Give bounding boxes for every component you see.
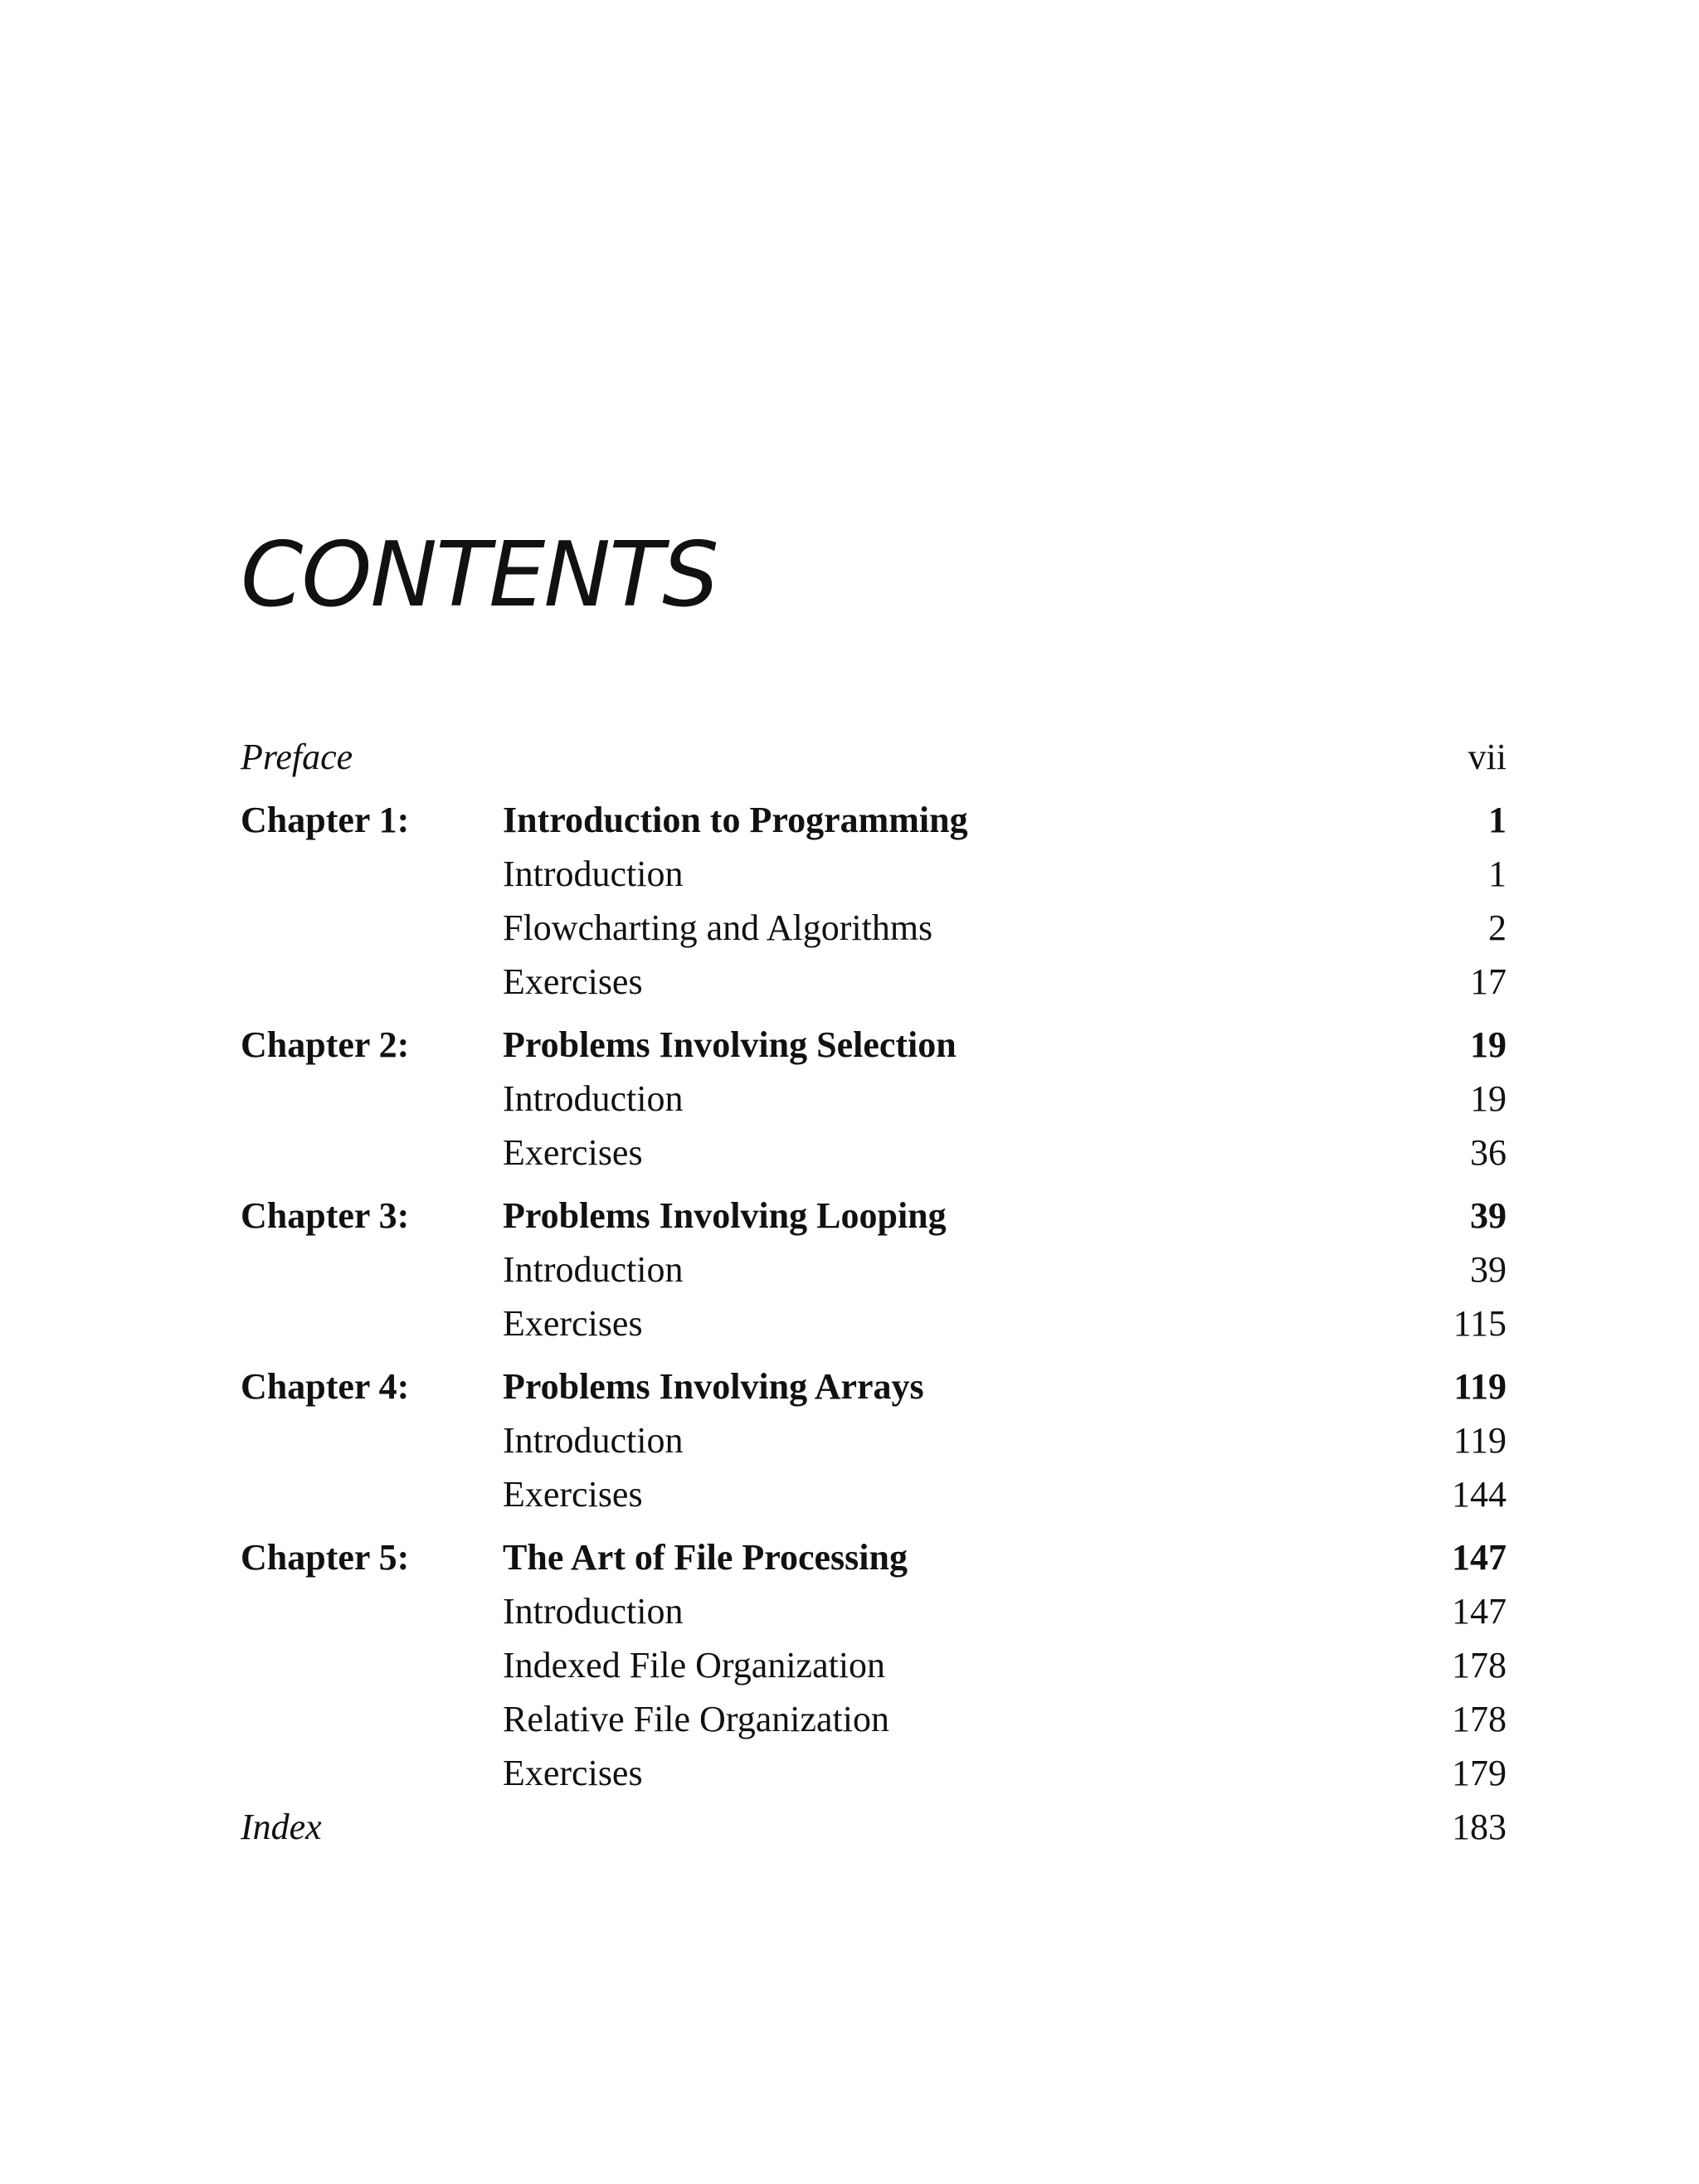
toc-section[interactable] [241, 901, 1507, 955]
toc-page-number: 119 [1453, 1420, 1507, 1461]
toc-section[interactable] [241, 1413, 1507, 1467]
section-title: Exercises [503, 1474, 643, 1515]
toc-section[interactable] [241, 1126, 1507, 1180]
chapter-label: Chapter 2: [241, 1024, 410, 1065]
toc-page-number: 19 [1470, 1024, 1507, 1065]
toc-page-number: 36 [1470, 1132, 1507, 1173]
section-title: Introduction [503, 1078, 684, 1119]
toc-page-number: 39 [1470, 1195, 1507, 1236]
chapter-title: Problems Involving Arrays [503, 1366, 924, 1407]
toc-section[interactable] [241, 1692, 1507, 1746]
toc-section[interactable] [241, 847, 1507, 901]
toc-section[interactable] [241, 1243, 1507, 1296]
chapter-label: Chapter 3: [241, 1195, 410, 1236]
toc-page-number: vii [1468, 737, 1507, 777]
chapter-title: Introduction to Programming [503, 800, 968, 840]
toc-section[interactable] [241, 1072, 1507, 1126]
toc-section[interactable] [241, 1584, 1507, 1638]
toc-section[interactable] [241, 1746, 1507, 1800]
toc-page-number: 119 [1453, 1366, 1507, 1407]
section-title: Introduction [503, 1420, 684, 1461]
section-title: Introduction [503, 1249, 684, 1290]
toc-page-number: 2 [1488, 907, 1507, 948]
section-title: Introduction [503, 854, 684, 894]
section-title: Introduction [503, 1591, 684, 1632]
toc-section[interactable] [241, 1638, 1507, 1692]
chapter-label: Chapter 4: [241, 1366, 410, 1407]
toc-page-number: 19 [1470, 1078, 1507, 1119]
toc-chapter-5[interactable] [241, 1530, 1507, 1584]
table-of-contents [241, 730, 1507, 1854]
toc-chapter-3[interactable] [241, 1189, 1507, 1243]
toc-section[interactable] [241, 1467, 1507, 1521]
toc-page-number: 183 [1452, 1807, 1507, 1847]
toc-page-number: 115 [1453, 1303, 1507, 1344]
chapter-title: Problems Involving Selection [503, 1024, 957, 1065]
toc-page-number: 1 [1488, 854, 1507, 894]
section-title: Indexed File Organization [503, 1645, 886, 1685]
toc-section[interactable] [241, 955, 1507, 1009]
section-title: Exercises [503, 1303, 643, 1344]
toc-entry-label: Index [241, 1807, 322, 1847]
toc-entry-index[interactable] [241, 1800, 1507, 1854]
chapter-label: Chapter 5: [241, 1537, 410, 1578]
chapter-title: Problems Involving Looping [503, 1195, 947, 1236]
toc-chapter-2[interactable] [241, 1018, 1507, 1072]
toc-page-number: 144 [1452, 1474, 1507, 1515]
section-title: Exercises [503, 1753, 643, 1793]
page-title: CONTENTS [241, 523, 718, 627]
toc-chapter-4[interactable] [241, 1360, 1507, 1413]
toc-page-number: 178 [1452, 1645, 1507, 1685]
toc-page-number: 178 [1452, 1699, 1507, 1739]
toc-page-number: 1 [1488, 800, 1507, 840]
chapter-label: Chapter 1: [241, 800, 410, 840]
section-title: Relative File Organization [503, 1699, 889, 1739]
toc-page-number: 179 [1452, 1753, 1507, 1793]
toc-entry-label: Preface [241, 737, 353, 777]
section-title: Flowcharting and Algorithms [503, 907, 933, 948]
toc-page-number: 147 [1452, 1537, 1507, 1578]
chapter-title: The Art of File Processing [503, 1537, 908, 1578]
section-title: Exercises [503, 961, 643, 1002]
section-title: Exercises [503, 1132, 643, 1173]
toc-page-number: 17 [1470, 961, 1507, 1002]
toc-page-number: 39 [1470, 1249, 1507, 1290]
toc-chapter-1[interactable] [241, 793, 1507, 847]
toc-section[interactable] [241, 1296, 1507, 1350]
toc-page-number: 147 [1452, 1591, 1507, 1632]
toc-entry-preface[interactable] [241, 730, 1507, 784]
